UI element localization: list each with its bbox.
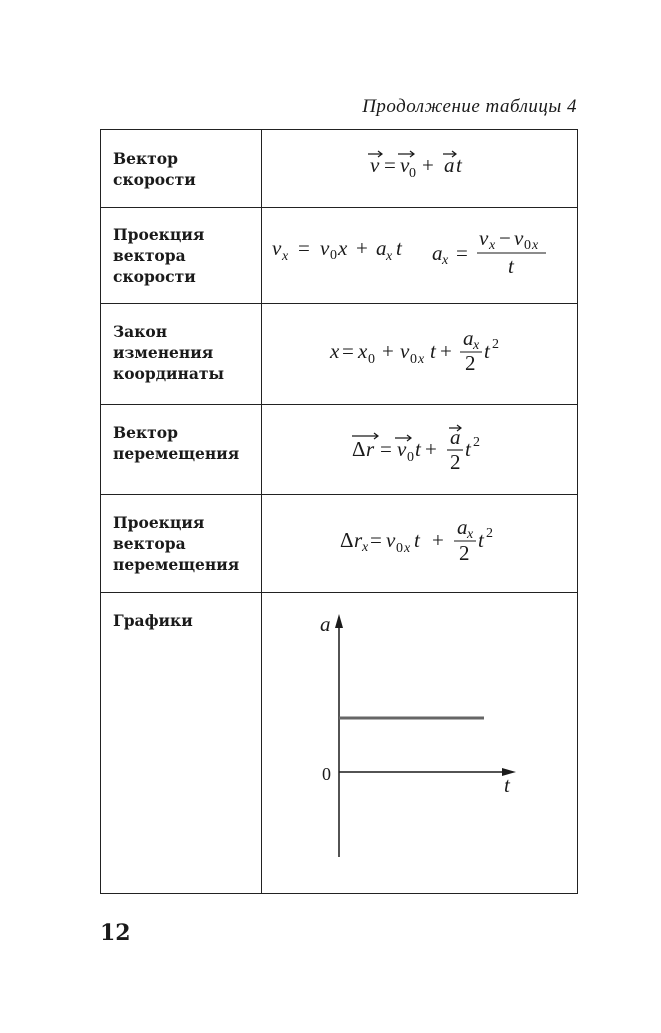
svg-text:+: + (422, 153, 434, 177)
svg-text:v: v (479, 226, 489, 250)
formula-table (100, 129, 578, 894)
svg-text:t: t (456, 153, 462, 177)
svg-text:x: x (338, 236, 348, 260)
svg-text:2: 2 (465, 351, 476, 375)
svg-text:x: x (404, 541, 411, 556)
svg-text:−: − (499, 226, 511, 250)
formula-coordinate-law (262, 303, 577, 404)
svg-text:2: 2 (492, 337, 499, 352)
formula-velocity-vector (262, 130, 577, 207)
svg-text:x: x (467, 527, 474, 542)
svg-text:x: x (442, 253, 449, 268)
svg-text:=: = (456, 241, 468, 265)
svg-text:x: x (489, 238, 496, 253)
svg-text:x: x (473, 338, 480, 353)
svg-text:a: a (376, 236, 387, 260)
svg-text:Δ: Δ (352, 437, 366, 461)
svg-text:v: v (272, 236, 282, 260)
row-label-velocity-vector: Вектор скорости (113, 149, 196, 189)
formula-displacement-projection (262, 494, 577, 592)
svg-text:a: a (444, 153, 455, 177)
svg-text:t: t (508, 254, 514, 278)
svg-text:0: 0 (409, 166, 416, 181)
y-axis-arrow (335, 614, 343, 628)
row-label-graphs: Графики (113, 611, 193, 630)
svg-text:r: r (366, 437, 375, 461)
svg-text:v: v (370, 153, 380, 177)
svg-text:+: + (425, 437, 437, 461)
svg-text:v: v (386, 528, 396, 552)
origin-label: 0 (322, 764, 331, 784)
svg-text:0: 0 (330, 248, 337, 263)
svg-text:=: = (298, 236, 310, 260)
svg-text:0: 0 (407, 450, 414, 465)
svg-text:2: 2 (486, 526, 493, 541)
row-label-coordinate-law: Закон изменения координаты (113, 322, 225, 383)
svg-text:x: x (358, 339, 368, 363)
svg-text:2: 2 (450, 450, 461, 474)
svg-text:x: x (330, 339, 340, 363)
row-label-velocity-projection: Проекция вектора скорости (113, 225, 205, 286)
svg-text:r: r (354, 528, 363, 552)
svg-text:2: 2 (459, 541, 470, 565)
svg-text:a: a (463, 326, 474, 350)
svg-text:0: 0 (368, 352, 375, 367)
svg-text:x: x (386, 249, 393, 264)
svg-text:a: a (457, 515, 468, 539)
svg-text:+: + (432, 528, 444, 552)
svg-text:v: v (400, 153, 410, 177)
x-axis-label: t (504, 773, 510, 797)
svg-text:=: = (342, 339, 354, 363)
svg-text:t: t (415, 437, 421, 461)
acceleration-time-graph (262, 592, 577, 893)
svg-text:v: v (514, 226, 524, 250)
page-number: 12 (100, 920, 131, 946)
svg-text:x: x (282, 249, 289, 264)
svg-text:v: v (320, 236, 330, 260)
svg-text:v: v (400, 339, 410, 363)
row-label-displacement-vector: Вектор перемещения (113, 423, 240, 463)
svg-text:t: t (414, 528, 420, 552)
svg-text:t: t (430, 339, 436, 363)
svg-text:a: a (432, 241, 443, 265)
svg-text:=: = (384, 153, 396, 177)
svg-text:0: 0 (524, 238, 531, 253)
svg-text:v: v (397, 437, 407, 461)
svg-text:0: 0 (396, 541, 403, 556)
svg-text:0: 0 (410, 352, 417, 367)
formula-velocity-projection (262, 207, 577, 303)
svg-text:2: 2 (473, 435, 480, 450)
formula-displacement-vector (262, 404, 577, 494)
svg-text:Δ: Δ (340, 528, 354, 552)
svg-text:+: + (440, 339, 452, 363)
row-label-displacement-projection: Проекция вектора перемещения (113, 513, 240, 574)
svg-text:+: + (356, 236, 368, 260)
svg-text:x: x (418, 352, 425, 367)
y-axis-label: a (320, 612, 331, 636)
svg-text:a: a (450, 425, 461, 449)
svg-text:t: t (465, 437, 471, 461)
svg-text:=: = (370, 528, 382, 552)
svg-text:t: t (396, 236, 402, 260)
svg-text:t: t (484, 339, 490, 363)
table-caption: Продолжение таблицы 4 (362, 96, 577, 117)
svg-text:x: x (532, 238, 539, 253)
svg-text:=: = (380, 437, 392, 461)
svg-text:x: x (362, 540, 369, 555)
svg-text:t: t (478, 528, 484, 552)
svg-text:+: + (382, 339, 394, 363)
